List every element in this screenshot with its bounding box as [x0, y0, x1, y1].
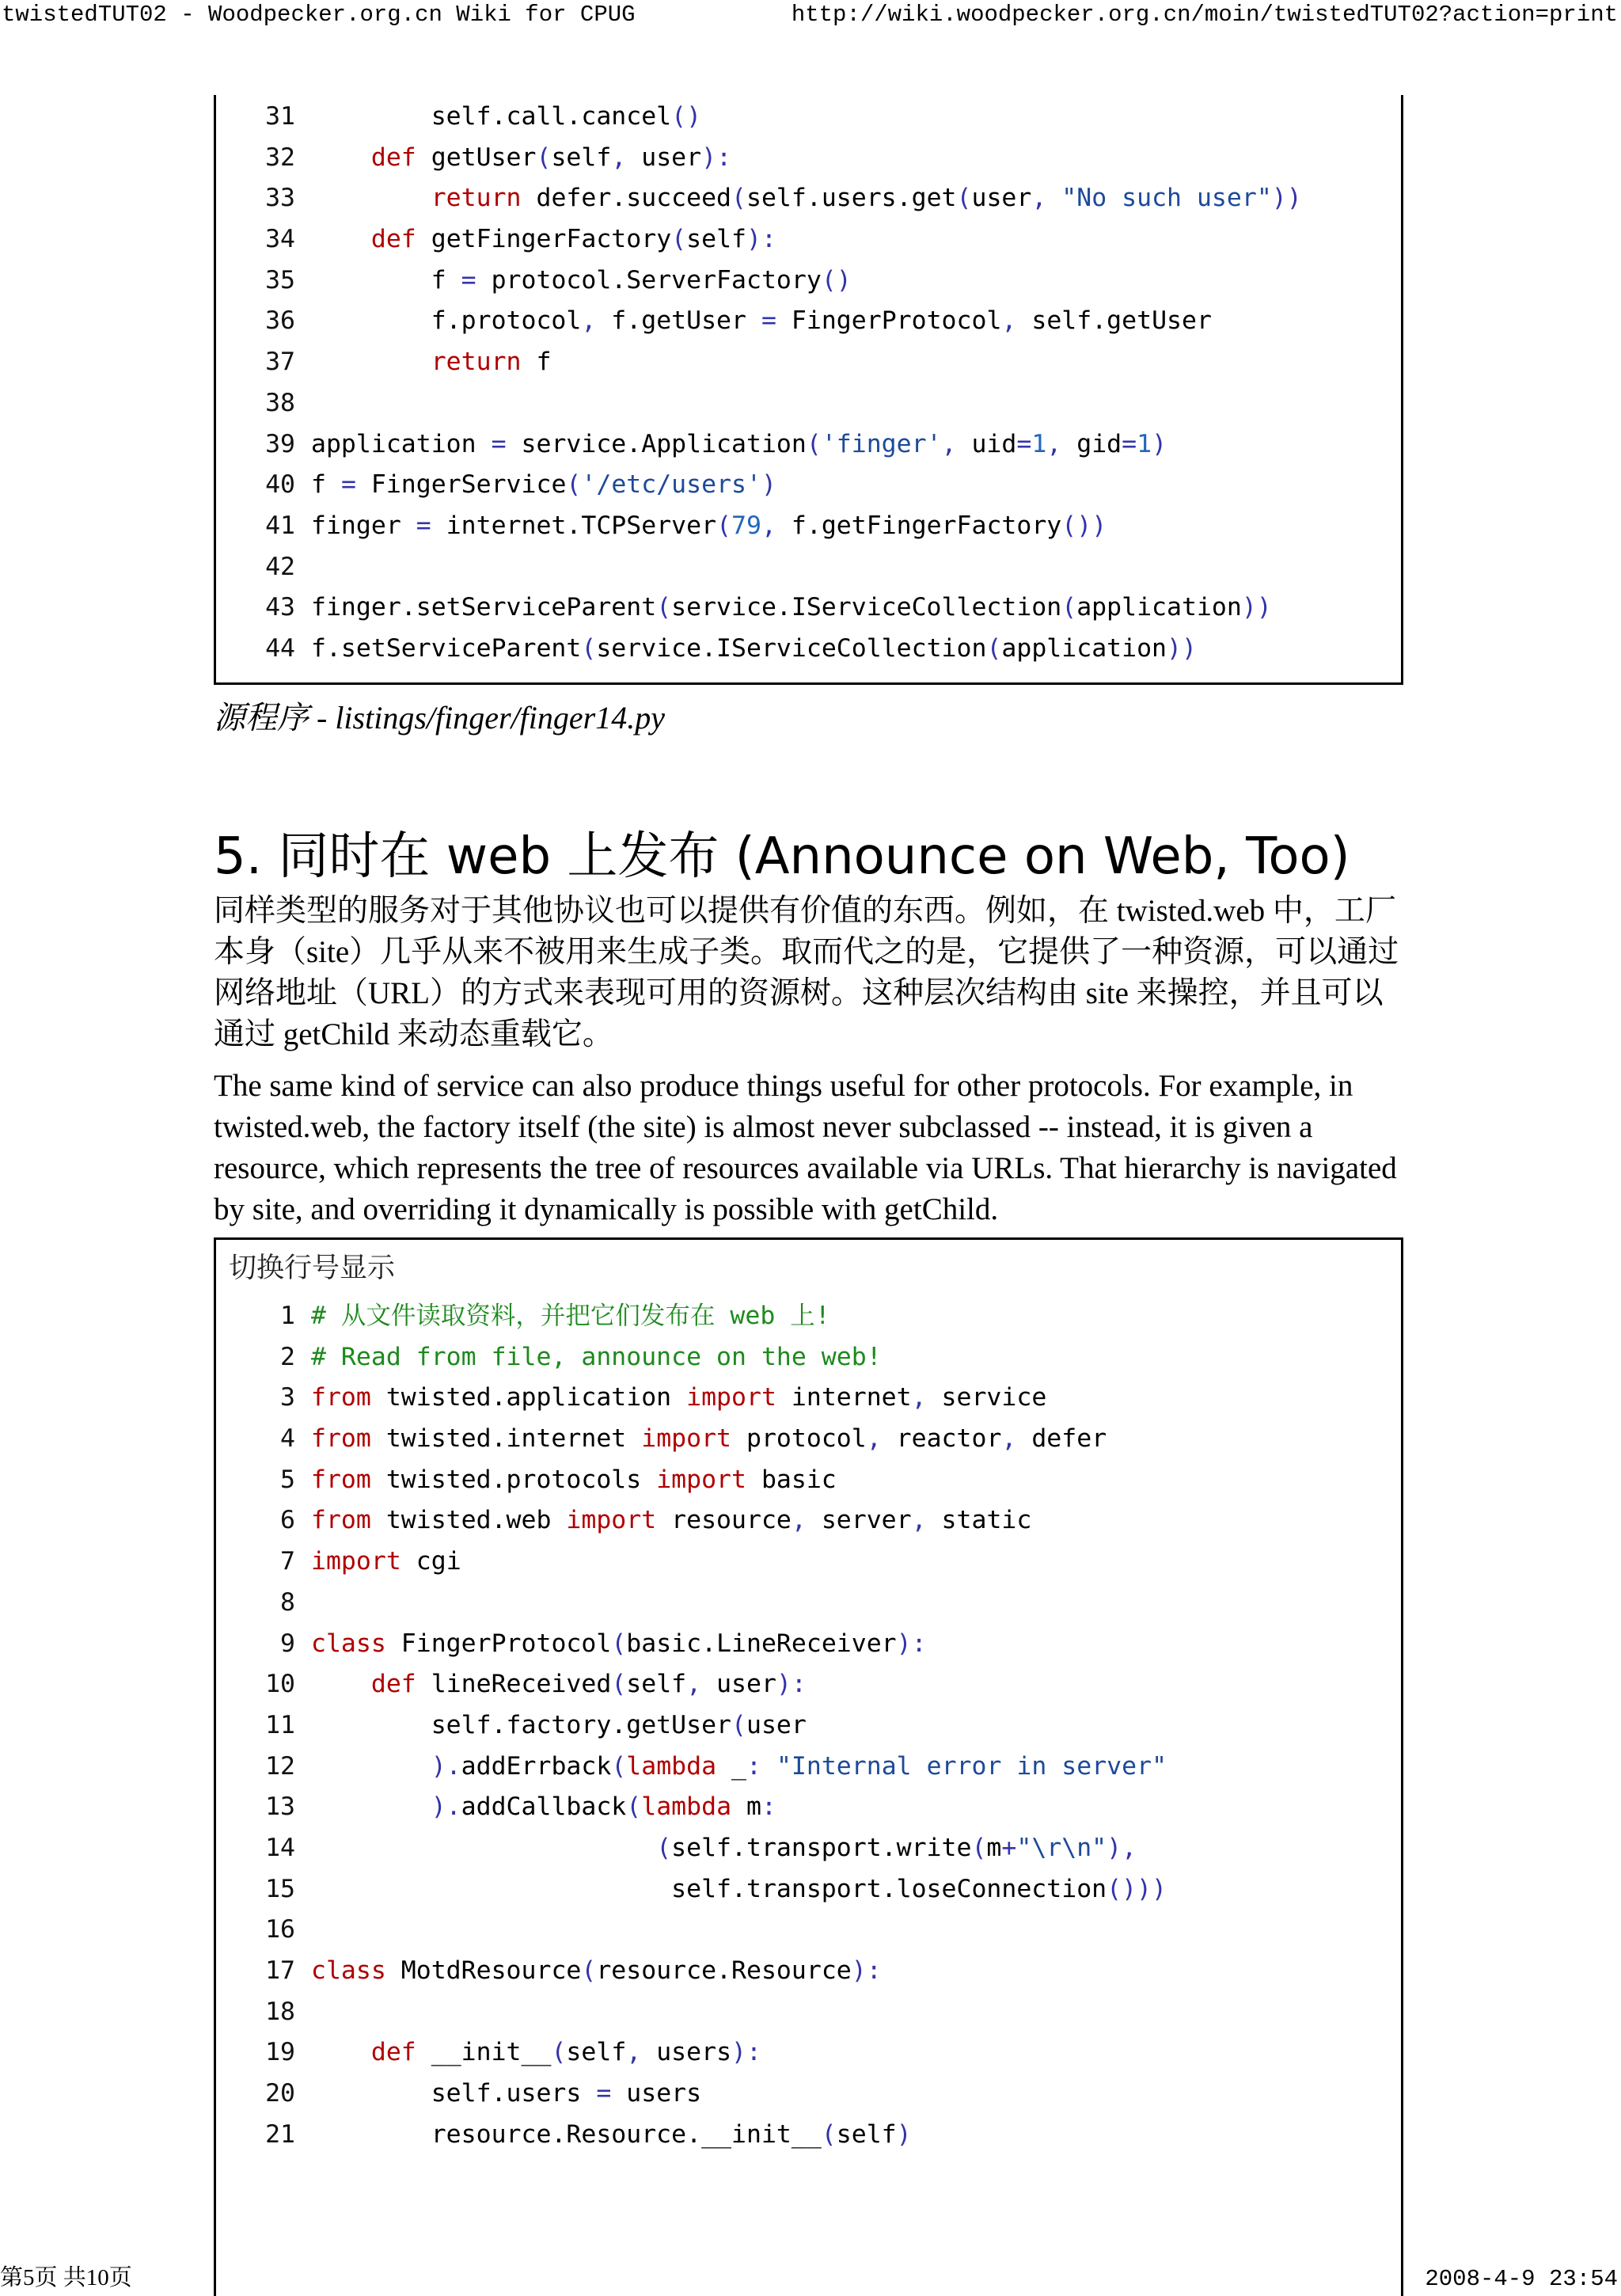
line-number: 32 — [265, 143, 295, 172]
code-token: ( — [611, 1670, 627, 1699]
code-token: lineReceived — [416, 1670, 612, 1699]
code-token: ( — [656, 1833, 672, 1862]
code-token: ( — [581, 633, 597, 663]
code-token: ( — [581, 1956, 597, 1985]
toggle-line-numbers-link[interactable]: 切换行号显示 — [229, 1253, 396, 1284]
line-number: 18 — [265, 1997, 295, 2026]
code-token: , — [1001, 306, 1017, 336]
code-token: self.call.cancel — [311, 102, 672, 131]
code-token: protocol.ServerFactory — [476, 265, 822, 295]
code-token: ). — [431, 1792, 461, 1822]
code-token: FingerService — [355, 470, 567, 500]
code-token: f — [311, 265, 461, 295]
code-token: ( — [986, 633, 1002, 663]
code-token: = — [596, 2079, 612, 2108]
code-token: import — [686, 1383, 776, 1412]
code-token: finger.setServiceParent — [311, 593, 657, 622]
code-line — [216, 1624, 1401, 1665]
code-token: ): — [851, 1956, 882, 1985]
code-lines — [216, 97, 1401, 670]
line-number: 1 — [280, 1302, 295, 1330]
code-token: ( — [671, 225, 687, 254]
line-number: 6 — [280, 1506, 295, 1535]
code-token: class — [311, 1629, 386, 1658]
code-token: ( — [716, 511, 732, 540]
code-token: = — [491, 429, 507, 458]
code-token: self — [566, 2038, 627, 2067]
code-token: ( — [656, 593, 672, 622]
code-token: from — [311, 1465, 371, 1494]
code-token: users — [611, 2079, 702, 2108]
code-token: f.getUser — [596, 306, 761, 336]
code-line — [216, 465, 1401, 506]
code-token: application — [311, 429, 492, 458]
code-token: gid — [1061, 429, 1122, 458]
code-token: ): — [746, 225, 776, 254]
code-line — [216, 1583, 1401, 1624]
code-token — [311, 1670, 371, 1698]
code-token: self — [551, 143, 612, 172]
code-token: _ — [716, 1751, 747, 1781]
code-line — [216, 1296, 1401, 1337]
code-line — [216, 1951, 1401, 1992]
code-token — [311, 2038, 371, 2066]
code-token: addErrback — [461, 1751, 612, 1781]
code-line — [216, 178, 1401, 219]
code-token: + — [1001, 1833, 1017, 1862]
code-token: MotdResource — [385, 1956, 582, 1985]
code-listing-finger14 — [214, 95, 1403, 685]
code-token: cgi — [401, 1547, 461, 1576]
code-token: def — [370, 143, 416, 172]
code-token: lambda — [641, 1792, 732, 1822]
code-token: addCallback — [461, 1792, 627, 1822]
code-line — [216, 629, 1401, 670]
code-token: 'finger' — [821, 429, 942, 458]
code-token: internet.TCPServer — [431, 511, 717, 540]
code-token: = — [416, 511, 431, 540]
code-token: class — [311, 1956, 386, 1985]
code-token: self.getUser — [1016, 306, 1212, 336]
code-line — [216, 1541, 1401, 1583]
line-number: 42 — [265, 552, 295, 581]
code-token: "Internal error in server" — [776, 1751, 1167, 1781]
code-listing-web — [214, 1237, 1403, 2296]
code-token: from — [311, 1383, 371, 1412]
line-number: 16 — [265, 1915, 295, 1944]
code-line — [216, 1910, 1401, 1951]
code-line — [216, 97, 1401, 138]
code-token: def — [370, 2038, 416, 2067]
code-line — [216, 138, 1401, 179]
code-token: f — [311, 470, 341, 500]
code-token: return — [431, 184, 522, 213]
code-token: , — [911, 1383, 927, 1412]
section-heading: 5. 同时在 web 上发布 (Announce on Web, Too) — [214, 827, 1350, 886]
code-token: ( — [956, 184, 972, 213]
code-token: from — [311, 1424, 371, 1454]
code-line — [216, 342, 1401, 383]
line-number: 13 — [265, 1792, 295, 1822]
code-line — [216, 1747, 1401, 1788]
code-token: self — [836, 2119, 897, 2149]
print-header-url: http://wiki.woodpecker.org.cn/moin/twistedTUT02?action=print — [791, 2, 1618, 28]
line-number: 10 — [265, 1670, 295, 1699]
code-token: ( — [821, 2119, 837, 2149]
line-number: 5 — [280, 1465, 295, 1494]
code-token — [311, 1792, 431, 1821]
code-token: () — [821, 265, 852, 295]
code-token: , — [611, 143, 627, 172]
code-line — [216, 383, 1401, 424]
line-number: 20 — [265, 2079, 295, 2108]
code-token: protocol — [731, 1424, 867, 1454]
code-token: lambda — [626, 1751, 717, 1781]
code-token — [311, 225, 371, 253]
line-number: 15 — [265, 1874, 295, 1903]
code-token: import — [311, 1547, 401, 1576]
paragraph-chinese: 同样类型的服务对于其他协议也可以提供有价值的东西。例如，在 twisted.web 中，工厂本身（site）几乎从来不被用来生成子类。取而代之的是，它提供了一种资源，可以通过网络地址（URL）的方式来表现可用的资源树。这种层次结构由 site 来操控，并且可以通过 getChild 来动态重载它。 — [214, 894, 1399, 1051]
code-token: import — [566, 1506, 657, 1535]
line-number: 21 — [265, 2119, 295, 2149]
code-token: twisted.internet — [370, 1424, 642, 1454]
code-token: service.Application — [506, 429, 807, 458]
line-number: 2 — [280, 1342, 295, 1371]
code-token: , — [1001, 1424, 1017, 1454]
code-line — [216, 1787, 1401, 1828]
code-token: FingerProtocol — [385, 1629, 612, 1658]
code-token: user — [746, 1710, 807, 1739]
code-token: getUser — [416, 143, 537, 172]
print-footer-date: 2008-4-9 23:54 — [1425, 2266, 1618, 2292]
code-token: = — [761, 306, 776, 336]
code-token: 1 — [1031, 429, 1047, 458]
code-token — [311, 143, 371, 172]
line-number: 31 — [265, 102, 295, 131]
code-line — [216, 2115, 1401, 2156]
code-line — [216, 1828, 1401, 1869]
code-token: , — [791, 1506, 807, 1535]
code-token: ( — [611, 1751, 627, 1781]
code-token: m — [731, 1792, 761, 1822]
code-line — [216, 2074, 1401, 2115]
print-header-title: twistedTUT02 - Woodpecker.org.cn Wiki for CPUG — [2, 2, 636, 28]
code-token: : — [746, 1751, 761, 1781]
code-token: ). — [431, 1751, 461, 1781]
line-number: 41 — [265, 511, 295, 540]
code-line — [216, 506, 1401, 547]
code-token: )) — [1241, 593, 1272, 622]
line-number: 11 — [265, 1710, 295, 1739]
line-number: 12 — [265, 1751, 295, 1781]
code-token: "\r\n" — [1016, 1833, 1107, 1862]
code-token: resource — [656, 1506, 792, 1535]
code-token: ( — [806, 429, 822, 458]
code-token: basic — [746, 1465, 837, 1494]
code-line — [216, 1705, 1401, 1747]
line-number: 43 — [265, 593, 295, 622]
code-token: defer.succeed — [521, 184, 732, 213]
code-token: twisted.protocols — [370, 1465, 657, 1494]
code-token: , — [761, 511, 776, 540]
code-token: import — [641, 1424, 732, 1454]
code-token: resource.Resource.__init__ — [311, 2119, 822, 2149]
code-token: import — [656, 1465, 746, 1494]
code-line — [216, 1992, 1401, 2033]
code-token: f.getFingerFactory — [776, 511, 1062, 540]
line-number: 35 — [265, 265, 295, 295]
code-token: , — [581, 306, 597, 336]
code-token: '/etc/users' — [581, 470, 761, 500]
line-number: 7 — [280, 1547, 295, 1576]
code-line — [216, 1460, 1401, 1501]
code-token: f.protocol — [311, 306, 582, 336]
code-token: def — [370, 225, 416, 254]
code-token: m — [986, 1833, 1002, 1862]
line-number: 38 — [265, 388, 295, 417]
code-line — [216, 424, 1401, 466]
code-token: service — [926, 1383, 1047, 1412]
code-token: ) — [896, 2119, 912, 2149]
code-token: application — [1001, 633, 1167, 663]
code-token: users — [641, 2038, 732, 2067]
code-token — [311, 1834, 656, 1862]
code-token: ): — [896, 1629, 927, 1658]
code-line — [216, 219, 1401, 260]
code-token: from — [311, 1506, 371, 1535]
paragraph-english: The same kind of service can also produce things useful for other protocols. For example, in twisted.web, the factory itself (the site) is almost never subclassed -- instead, it is given a resource, which represents the tree of resources available via URLs. That hierarchy is navigated by site, and overriding it dynamically is possible with getChild. — [214, 1069, 1397, 1226]
code-token: ( — [611, 1629, 627, 1658]
code-token: = — [1016, 429, 1032, 458]
code-token: self.users — [311, 2079, 597, 2108]
code-token: uid — [956, 429, 1017, 458]
line-number: 33 — [265, 184, 295, 213]
code-token: # Read from file, announce on the web! — [311, 1342, 882, 1371]
line-number: 9 — [280, 1629, 295, 1658]
code-token: internet — [776, 1383, 912, 1412]
code-token: , — [686, 1670, 702, 1699]
code-token: )) — [1167, 633, 1197, 663]
code-token — [311, 1752, 431, 1781]
code-token: user — [971, 184, 1032, 213]
code-token: self.factory.getUser — [311, 1710, 732, 1739]
code-token: self — [686, 225, 746, 254]
code-token: ( — [731, 1710, 746, 1739]
print-footer-page: 第5页 共10页 — [0, 2265, 132, 2290]
code-token: ( — [536, 143, 552, 172]
code-token: service.IServiceCollection — [596, 633, 987, 663]
code-token: twisted.application — [370, 1383, 687, 1412]
code-token: )) — [1271, 184, 1302, 213]
code-token: , — [911, 1506, 927, 1535]
code-token: ( — [551, 2038, 567, 2067]
code-token: getFingerFactory — [416, 225, 672, 254]
code-token: user — [626, 143, 702, 172]
line-number: 37 — [265, 348, 295, 377]
code-token: server — [806, 1506, 912, 1535]
code-token: f — [521, 348, 552, 377]
code-token: service.IServiceCollection — [671, 593, 1062, 622]
code-token: ): — [731, 2038, 761, 2067]
code-token: self — [626, 1670, 687, 1699]
code-token: return — [431, 348, 522, 377]
code-line — [216, 1500, 1401, 1541]
code-token — [761, 1752, 776, 1781]
line-number: 39 — [265, 429, 295, 458]
code-token: resource.Resource — [596, 1956, 852, 1985]
code-token: , — [866, 1424, 882, 1454]
code-line — [216, 1869, 1401, 1910]
code-token: basic.LineReceiver — [626, 1629, 897, 1658]
code-token: = — [461, 265, 476, 295]
code-token: : — [761, 1792, 776, 1822]
code-token: reactor — [881, 1424, 1002, 1454]
line-number: 40 — [265, 470, 295, 500]
code-line — [216, 2032, 1401, 2074]
code-token: ( — [1061, 593, 1077, 622]
code-line — [216, 587, 1401, 629]
code-token: ), — [1107, 1833, 1137, 1862]
line-number: 44 — [265, 633, 295, 663]
code-token: 79 — [731, 511, 761, 540]
code-token: static — [926, 1506, 1032, 1535]
code-token: user — [701, 1670, 776, 1699]
code-token — [1046, 184, 1061, 212]
line-number: 19 — [265, 2038, 295, 2067]
line-number: 36 — [265, 306, 295, 336]
code-token: application — [1076, 593, 1242, 622]
line-number: 14 — [265, 1833, 295, 1862]
code-token: "No such user" — [1061, 184, 1272, 213]
code-token: f.setServiceParent — [311, 633, 582, 663]
listing-caption: 源程序 - listings/finger/finger14.py — [214, 700, 665, 736]
code-token: , — [1031, 184, 1047, 213]
code-token: ())) — [1107, 1874, 1167, 1903]
code-line — [216, 1419, 1401, 1460]
line-number: 8 — [280, 1587, 295, 1617]
line-number: 3 — [280, 1383, 295, 1412]
code-token: , — [1046, 429, 1062, 458]
code-token: self.users.get — [746, 184, 957, 213]
code-token: FingerProtocol — [776, 306, 1002, 336]
code-line — [216, 1664, 1401, 1705]
code-token: () — [671, 102, 702, 131]
code-token: defer — [1016, 1424, 1107, 1454]
code-token: self.transport.loseConnection — [311, 1874, 1107, 1903]
code-token: __init__ — [416, 2038, 552, 2067]
code-token: 1 — [1137, 429, 1152, 458]
code-token: ): — [776, 1670, 807, 1699]
code-token: ) — [761, 470, 776, 500]
line-number: 34 — [265, 225, 295, 254]
code-token: , — [941, 429, 957, 458]
code-token: twisted.web — [370, 1506, 567, 1535]
code-token: = — [1122, 429, 1137, 458]
code-token: def — [370, 1670, 416, 1699]
code-token: ( — [731, 184, 746, 213]
code-token: self.transport.write — [671, 1833, 972, 1862]
code-token: = — [340, 470, 356, 500]
code-token: , — [626, 2038, 642, 2067]
code-line — [216, 1378, 1401, 1419]
code-token: ()) — [1061, 511, 1107, 540]
code-line — [216, 1337, 1401, 1378]
code-token: # 从文件读取资料，并把它们发布在 web 上! — [311, 1302, 830, 1330]
code-token: ( — [971, 1833, 987, 1862]
code-line — [216, 301, 1401, 342]
line-number: 4 — [280, 1424, 295, 1454]
code-token: ( — [626, 1792, 642, 1822]
code-token — [311, 348, 431, 376]
code-token: finger — [311, 511, 416, 540]
code-lines — [216, 1296, 1401, 2155]
code-token: ) — [1152, 429, 1167, 458]
code-token: ): — [701, 143, 732, 172]
code-token: ( — [566, 470, 582, 500]
code-line — [216, 260, 1401, 302]
code-token — [311, 184, 431, 212]
line-number: 17 — [265, 1956, 295, 1985]
code-line — [216, 547, 1401, 588]
